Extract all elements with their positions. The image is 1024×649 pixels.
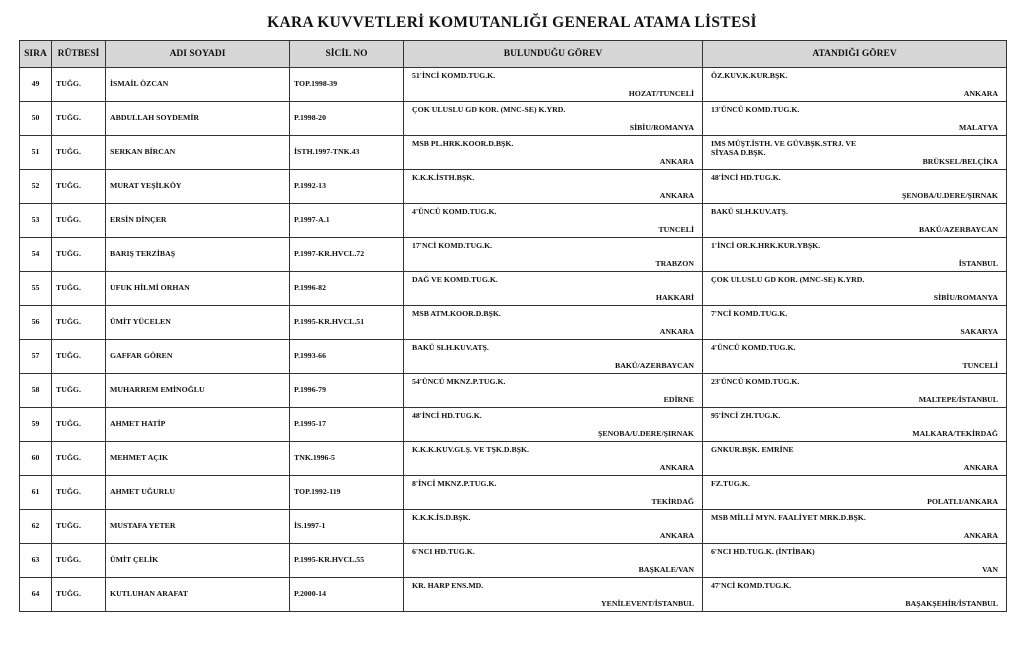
header-bulundugu-gorev: BULUNDUĞU GÖREV	[404, 41, 703, 68]
bulundugu-gorev-cell	[404, 408, 703, 442]
atandigi-gorev-unit: IMS MÜŞT.İSTH. VE GÜV.BŞK.STRJ. VE SİYASA D.BŞK.	[711, 139, 857, 157]
sicil-no-cell: P.1995-KR.HVCL.51	[290, 306, 404, 340]
adi-soyadi-cell: SERKAN BİRCAN	[106, 136, 290, 170]
sicil-no-cell: İS.1997-1	[290, 510, 404, 544]
table-row	[20, 442, 1007, 476]
bulundugu-gorev-unit: BAKÜ SLH.KUV.ATŞ.	[412, 343, 489, 352]
table-row	[20, 340, 1007, 374]
table-row	[20, 102, 1007, 136]
sicil-no-cell: P.2000-14	[290, 578, 404, 612]
atandigi-gorev-cell	[703, 238, 1007, 272]
bulundugu-gorev-unit: K.K.K.KUV.GLŞ. VE TŞK.D.BŞK.	[412, 445, 529, 454]
atandigi-gorev-unit: 1'İNCİ OR.K.HRK.KUR.YBŞK.	[711, 241, 821, 250]
sicil-no-cell: P.1996-79	[290, 374, 404, 408]
document-title: KARA KUVVETLERİ KOMUTANLIĞI GENERAL ATAMA LİSTESİ	[267, 14, 757, 31]
sicil-no-cell: P.1997-A.1	[290, 204, 404, 238]
atandigi-gorev-cell	[703, 204, 1007, 238]
rutbe-cell: TUĞG.	[52, 238, 106, 272]
assignment-table	[19, 40, 1007, 612]
adi-soyadi-cell: ÜMİT ÇELİK	[106, 544, 290, 578]
atandigi-gorev-unit: BAKÜ SLH.KUV.ATŞ.	[711, 207, 788, 216]
header-adi-soyadi: ADI SOYADI	[106, 41, 290, 68]
sira-cell: 56	[20, 306, 52, 340]
sicil-no-cell: TOP.1992-119	[290, 476, 404, 510]
sicil-no-cell: İSTH.1997-TNK.43	[290, 136, 404, 170]
bulundugu-gorev-unit: K.K.K.İSTH.BŞK.	[412, 173, 475, 182]
bulundugu-gorev-location: EDİRNE	[663, 395, 694, 405]
bulundugu-gorev-cell	[404, 340, 703, 374]
rutbe-cell: TUĞG.	[52, 578, 106, 612]
table-row	[20, 170, 1007, 204]
atandigi-gorev-location: MALATYA	[959, 123, 998, 133]
adi-soyadi-cell: MEHMET AÇIK	[106, 442, 290, 476]
rutbe-cell: TUĞG.	[52, 442, 106, 476]
header-rutbe: RÜTBESİ	[52, 41, 106, 68]
bulundugu-gorev-unit: 17'NCİ KOMD.TUG.K.	[412, 241, 493, 250]
atandigi-gorev-unit: 95'İNCİ ZH.TUG.K.	[711, 411, 781, 420]
adi-soyadi-cell: ABDULLAH SOYDEMİR	[106, 102, 290, 136]
bulundugu-gorev-location: ANKARA	[659, 531, 694, 541]
bulundugu-gorev-unit: MSB ATM.KOOR.D.BŞK.	[412, 309, 501, 318]
bulundugu-gorev-location: ANKARA	[659, 463, 694, 473]
table-row	[20, 408, 1007, 442]
bulundugu-gorev-cell	[404, 544, 703, 578]
bulundugu-gorev-unit: 54'ÜNCÜ MKNZ.P.TUG.K.	[412, 377, 506, 386]
atandigi-gorev-location: POLATLI/ANKARA	[927, 497, 998, 507]
sicil-no-cell: P.1995-17	[290, 408, 404, 442]
table-row	[20, 476, 1007, 510]
adi-soyadi-cell: UFUK HİLMİ ORHAN	[106, 272, 290, 306]
bulundugu-gorev-unit: 6'NCI HD.TUG.K.	[412, 547, 475, 556]
rutbe-cell: TUĞG.	[52, 102, 106, 136]
atandigi-gorev-cell	[703, 136, 1007, 170]
atandigi-gorev-location: İSTANBUL	[958, 259, 998, 269]
adi-soyadi-cell: AHMET HATİP	[106, 408, 290, 442]
sira-cell: 59	[20, 408, 52, 442]
atandigi-gorev-location: VAN	[982, 565, 998, 575]
sira-cell: 49	[20, 68, 52, 102]
table-body	[20, 68, 1007, 612]
atandigi-gorev-location: MALTEPE/İSTANBUL	[918, 395, 998, 405]
bulundugu-gorev-unit: DAĞ VE KOMD.TUG.K.	[412, 275, 498, 284]
bulundugu-gorev-location: HOZAT/TUNCELİ	[628, 89, 694, 99]
atandigi-gorev-location: ŞENOBA/U.DERE/ŞIRNAK	[902, 191, 998, 201]
sira-cell: 51	[20, 136, 52, 170]
atandigi-gorev-location: ANKARA	[963, 89, 998, 99]
atandigi-gorev-cell	[703, 374, 1007, 408]
bulundugu-gorev-location: TUNCELİ	[658, 225, 694, 235]
atandigi-gorev-location: TUNCELİ	[962, 361, 998, 371]
bulundugu-gorev-cell	[404, 136, 703, 170]
atandigi-gorev-location: ANKARA	[963, 463, 998, 473]
table-row	[20, 544, 1007, 578]
atandigi-gorev-unit: ÇOK ULUSLU GD KOR. (MNC-SE) K.YRD.	[711, 275, 865, 284]
sicil-no-cell: TOP.1998-39	[290, 68, 404, 102]
sira-cell: 54	[20, 238, 52, 272]
rutbe-cell: TUĞG.	[52, 306, 106, 340]
sicil-no-cell: P.1992-13	[290, 170, 404, 204]
rutbe-cell: TUĞG.	[52, 476, 106, 510]
bulundugu-gorev-location: ŞENOBA/U.DERE/ŞIRNAK	[598, 429, 694, 439]
atandigi-gorev-unit: 48'İNCİ HD.TUG.K.	[711, 173, 781, 182]
bulundugu-gorev-cell	[404, 68, 703, 102]
bulundugu-gorev-cell	[404, 272, 703, 306]
bulundugu-gorev-unit: 51'İNCİ KOMD.TUG.K.	[412, 71, 496, 80]
bulundugu-gorev-unit: 8'İNCİ MKNZ.P.TUG.K.	[412, 479, 497, 488]
atandigi-gorev-unit: 23'ÜNCÜ KOMD.TUG.K.	[711, 377, 800, 386]
header-sicil-no: SİCİL NO	[290, 41, 404, 68]
bulundugu-gorev-location: HAKKARİ	[655, 293, 694, 303]
atandigi-gorev-location: SİBİU/ROMANYA	[933, 293, 998, 303]
rutbe-cell: TUĞG.	[52, 272, 106, 306]
adi-soyadi-cell: AHMET UĞURLU	[106, 476, 290, 510]
table-row	[20, 374, 1007, 408]
bulundugu-gorev-location: TEKİRDAĞ	[651, 497, 694, 507]
sicil-no-cell: P.1997-KR.HVCL.72	[290, 238, 404, 272]
sira-cell: 62	[20, 510, 52, 544]
atandigi-gorev-cell	[703, 170, 1007, 204]
bulundugu-gorev-cell	[404, 578, 703, 612]
atandigi-gorev-location: ANKARA	[963, 531, 998, 541]
rutbe-cell: TUĞG.	[52, 374, 106, 408]
sira-cell: 50	[20, 102, 52, 136]
atandigi-gorev-cell	[703, 408, 1007, 442]
atandigi-gorev-unit: GNKUR.BŞK. EMRİNE	[711, 445, 794, 454]
sira-cell: 55	[20, 272, 52, 306]
bulundugu-gorev-cell	[404, 170, 703, 204]
rutbe-cell: TUĞG.	[52, 340, 106, 374]
table-row	[20, 510, 1007, 544]
bulundugu-gorev-cell	[404, 204, 703, 238]
table-row	[20, 272, 1007, 306]
atandigi-gorev-cell	[703, 578, 1007, 612]
rutbe-cell: TUĞG.	[52, 68, 106, 102]
adi-soyadi-cell: ERSİN DİNÇER	[106, 204, 290, 238]
atandigi-gorev-unit: ÖZ.KUV.K.KUR.BŞK.	[711, 71, 788, 80]
adi-soyadi-cell: MUSTAFA YETER	[106, 510, 290, 544]
rutbe-cell: TUĞG.	[52, 408, 106, 442]
atandigi-gorev-cell	[703, 306, 1007, 340]
atandigi-gorev-unit: FZ.TUG.K.	[711, 479, 750, 488]
bulundugu-gorev-location: TRABZON	[655, 259, 694, 269]
bulundugu-gorev-location: ANKARA	[659, 157, 694, 167]
sicil-no-cell: P.1993-66	[290, 340, 404, 374]
table-row	[20, 238, 1007, 272]
rutbe-cell: TUĞG.	[52, 544, 106, 578]
sicil-no-cell: TNK.1996-5	[290, 442, 404, 476]
atandigi-gorev-cell	[703, 102, 1007, 136]
table-row	[20, 68, 1007, 102]
atandigi-gorev-unit: 6'NCI HD.TUG.K. (İNTİBAK)	[711, 547, 815, 556]
sira-cell: 57	[20, 340, 52, 374]
header-atandigi-gorev: ATANDIĞI GÖREV	[703, 41, 1007, 68]
atandigi-gorev-unit: 4'ÜNCÜ KOMD.TUG.K.	[711, 343, 796, 352]
table-header	[20, 41, 1007, 68]
sicil-no-cell: P.1996-82	[290, 272, 404, 306]
table-row	[20, 204, 1007, 238]
rutbe-cell: TUĞG.	[52, 510, 106, 544]
adi-soyadi-cell: GAFFAR GÖREN	[106, 340, 290, 374]
sira-cell: 60	[20, 442, 52, 476]
atandigi-gorev-cell	[703, 510, 1007, 544]
rutbe-cell: TUĞG.	[52, 204, 106, 238]
atandigi-gorev-location: BAŞAKŞEHİR/İSTANBUL	[905, 599, 998, 609]
sira-cell: 52	[20, 170, 52, 204]
bulundugu-gorev-unit: 4'ÜNCÜ KOMD.TUG.K.	[412, 207, 497, 216]
adi-soyadi-cell: MUHARREM EMİNOĞLU	[106, 374, 290, 408]
sicil-no-cell: P.1998-20	[290, 102, 404, 136]
table-row	[20, 306, 1007, 340]
bulundugu-gorev-cell	[404, 238, 703, 272]
atandigi-gorev-cell	[703, 272, 1007, 306]
bulundugu-gorev-cell	[404, 374, 703, 408]
bulundugu-gorev-unit: KR. HARP ENS.MD.	[412, 581, 484, 590]
bulundugu-gorev-unit: 48'İNCİ HD.TUG.K.	[412, 411, 482, 420]
atandigi-gorev-unit: 13'ÜNCÜ KOMD.TUG.K.	[711, 105, 800, 114]
sira-cell: 61	[20, 476, 52, 510]
header-row	[20, 41, 1007, 68]
rutbe-cell: TUĞG.	[52, 170, 106, 204]
atandigi-gorev-unit: 7'NCİ KOMD.TUG.K.	[711, 309, 788, 318]
atandigi-gorev-location: MALKARA/TEKİRDAĞ	[912, 429, 998, 439]
bulundugu-gorev-unit: K.K.K.İS.D.BŞK.	[412, 513, 471, 522]
atandigi-gorev-cell	[703, 442, 1007, 476]
adi-soyadi-cell: ÜMİT YÜCELEN	[106, 306, 290, 340]
table-row	[20, 136, 1007, 170]
atandigi-gorev-location: BAKÜ/AZERBAYCAN	[919, 225, 998, 235]
bulundugu-gorev-unit: MSB PL.HRK.KOOR.D.BŞK.	[412, 139, 514, 148]
sira-cell: 53	[20, 204, 52, 238]
bulundugu-gorev-location: YENİLEVENT/İSTANBUL	[600, 599, 694, 609]
bulundugu-gorev-location: BAŞKALE/VAN	[638, 565, 694, 575]
atandigi-gorev-unit: MSB MİLLİ MYN. FAALİYET MRK.D.BŞK.	[711, 513, 866, 522]
bulundugu-gorev-cell	[404, 442, 703, 476]
bulundugu-gorev-location: ANKARA	[659, 327, 694, 337]
table-row	[20, 578, 1007, 612]
atandigi-gorev-cell	[703, 476, 1007, 510]
adi-soyadi-cell: BARIŞ TERZİBAŞ	[106, 238, 290, 272]
header-sira: SIRA	[20, 41, 52, 68]
adi-soyadi-cell: KUTLUHAN ARAFAT	[106, 578, 290, 612]
bulundugu-gorev-cell	[404, 476, 703, 510]
atandigi-gorev-cell	[703, 544, 1007, 578]
sicil-no-cell: P.1995-KR.HVCL.55	[290, 544, 404, 578]
atandigi-gorev-location: SAKARYA	[960, 327, 998, 337]
bulundugu-gorev-location: BAKÜ/AZERBAYCAN	[615, 361, 694, 371]
atandigi-gorev-cell	[703, 68, 1007, 102]
adi-soyadi-cell: MURAT YEŞİLKÖY	[106, 170, 290, 204]
bulundugu-gorev-cell	[404, 306, 703, 340]
rutbe-cell: TUĞG.	[52, 136, 106, 170]
bulundugu-gorev-unit: ÇOK ULUSLU GD KOR. (MNC-SE) K.YRD.	[412, 105, 566, 114]
bulundugu-gorev-location: SİBİU/ROMANYA	[629, 123, 694, 133]
atandigi-gorev-unit: 47'NCİ KOMD.TUG.K.	[711, 581, 792, 590]
bulundugu-gorev-location: ANKARA	[659, 191, 694, 201]
sira-cell: 63	[20, 544, 52, 578]
sira-cell: 64	[20, 578, 52, 612]
sira-cell: 58	[20, 374, 52, 408]
atandigi-gorev-cell	[703, 340, 1007, 374]
atandigi-gorev-location: BRÜKSEL/BELÇİKA	[922, 157, 998, 167]
bulundugu-gorev-cell	[404, 102, 703, 136]
bulundugu-gorev-cell	[404, 510, 703, 544]
adi-soyadi-cell: İSMAİL ÖZCAN	[106, 68, 290, 102]
